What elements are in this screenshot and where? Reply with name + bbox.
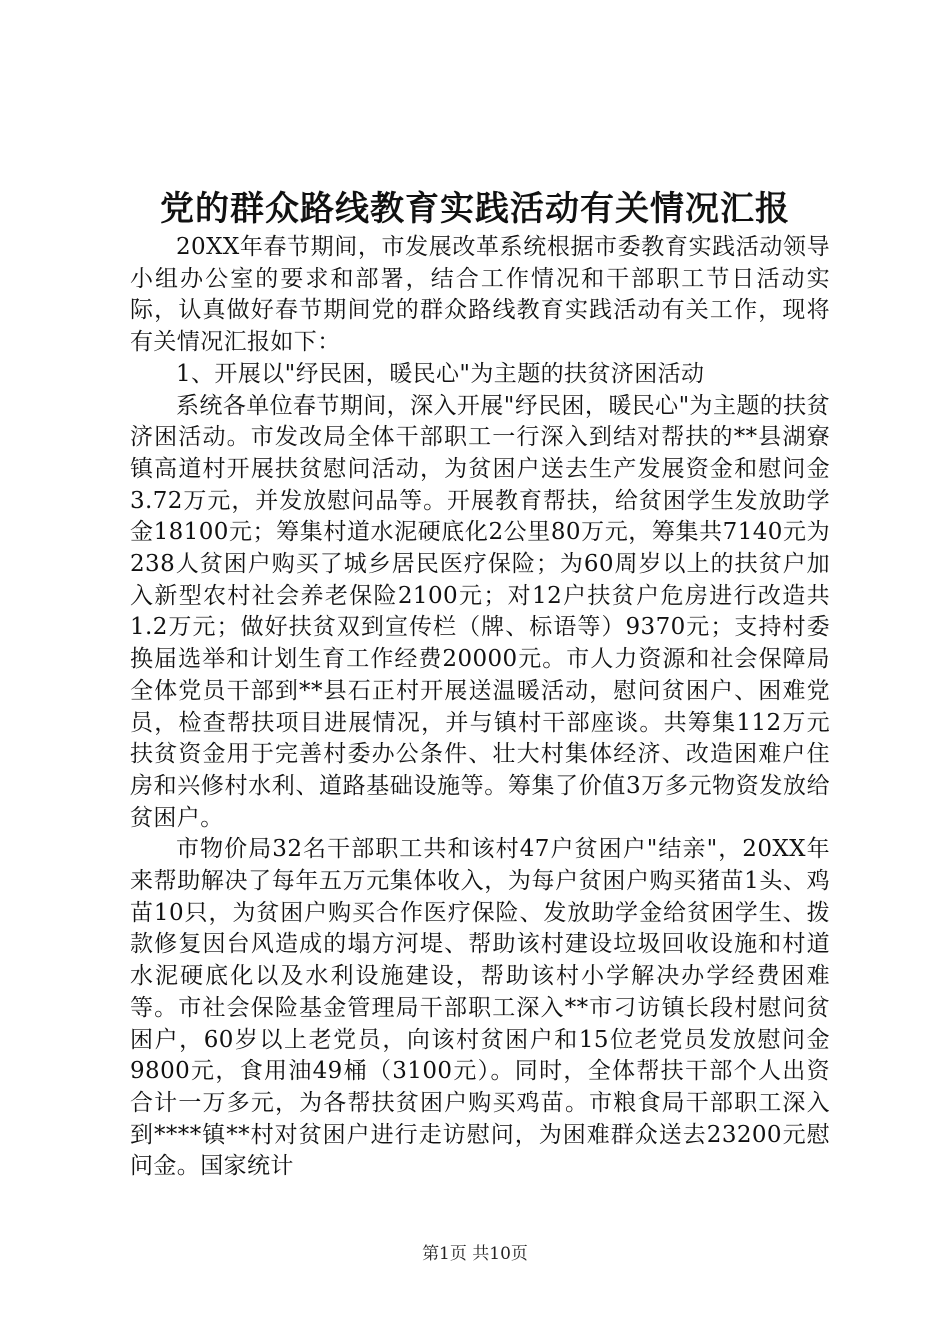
paragraph-heading-1: 1、开展以"纾民困，暖民心"为主题的扶贫济困活动	[176, 360, 705, 387]
paragraph-poverty-relief: 系统各单位春节期间，深入开展"纾民困，暖民心"为主题的扶贫济困活动。市发改局全体干部职工一行深入到结对帮扶的**县湖寮镇高道村开展扶贫慰问活动，为贫困户送去生产发展资金和慰问金3.72万元，并发放慰问品等。开展教育帮扶，给贫困学生发放助学金18100元；筹集村道水泥硬底化2公里80万元，筹集共7140元为238人贫困户购买了城乡居民医疗保险；为60周岁以上的扶贫户加入新型农村社会养老保险2100元；对12户扶贫户危房进行改造共1.2万元；做好扶贫双到宣传栏（牌、标语等）9370元；支持村委换届选举和计划生育工作经费20000元。市人力资源和社会保障局全体党员干部到**县石正村开展送温暖活动，慰问贫困户、困难党员，检查帮扶项目进展情况，并与镇村干部座谈。共筹集112万元扶贫资金用于完善村委办公条件、壮大村集体经济、改造困难户住房和兴修村水利、道路基础设施等。筹集了价值3万多元物资发放给贫困户。	[130, 392, 830, 831]
document-title: 党的群众路线教育实践活动有关情况汇报	[160, 189, 790, 229]
paragraph-intro: 20XX年春节期间，市发展改革系统根据市委教育实践活动领导小组办公室的要求和部署，结合工作情况和干部职工节日活动实际，认真做好春节期间党的群众路线教育实践活动有关工作，现将有关情况汇报如下：	[130, 234, 830, 356]
document-body	[130, 232, 830, 1183]
paragraph-price-bureau: 市物价局32名干部职工共和该村47户贫困户"结亲"，20XX年来帮助解决了每年五万元集体收入，为每户贫困户购买猪苗1头、鸡苗10只，为贫困户购买合作医疗保险、发放助学金给贫困学生、拨款修复因台风造成的塌方河堤、帮助该村建设垃圾回收设施和村道水泥硬底化以及水利设施建设，帮助该村小学解决办学经费困难等。市社会保险基金管理局干部职工深入**市刁访镇长段村慰问贫困户，60岁以上老党员，向该村贫困户和15位老党员发放慰问金9800元，食用油49桶（3100元）。同时，全体帮扶干部个人出资合计一万多元，为各帮扶贫困户购买鸡苗。市粮食局干部职工深入到****镇**村对贫困户进行走访慰问，为困难群众送去23200元慰问金。国家统计	[130, 836, 830, 1180]
page-footer: 第1页 共10页	[422, 1244, 528, 1264]
